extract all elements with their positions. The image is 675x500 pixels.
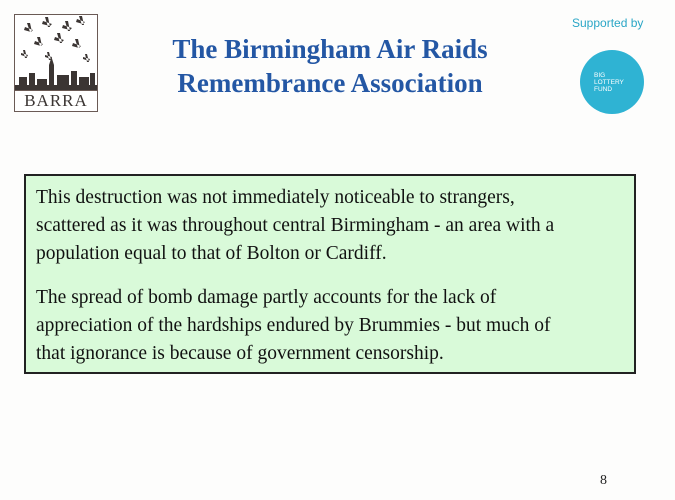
paragraph-2-line-2: appreciation of the hardships endured by Brummies - but much of <box>36 315 551 336</box>
paragraph-1-line-1: This destruction was not immediately noticeable to strangers, <box>36 187 515 208</box>
paragraph-1-line-3: population equal to that of Bolton or Cardiff. <box>36 243 387 264</box>
planes-over-city-icon <box>15 15 97 97</box>
page-number: 8 <box>600 473 607 488</box>
barra-logo <box>14 14 98 112</box>
logo-text: BARRA <box>15 90 97 111</box>
lottery-logo-text: BIG LOTTERY FUND <box>594 72 624 93</box>
title-line-1: The Birmingham Air Raids <box>172 34 488 64</box>
title-line-2: Remembrance Association <box>177 68 483 98</box>
paragraph-1 <box>36 184 624 268</box>
supported-by-label: Supported by <box>572 16 644 30</box>
paragraph-2-line-1: The spread of bomb damage partly accounts for the lack of <box>36 287 497 308</box>
paragraph-1-line-2: scattered as it was throughout central Birmingham - an area with a <box>36 215 555 236</box>
paragraph-2-line-3: that ignorance is because of government censorship. <box>36 343 444 364</box>
content-text-box <box>24 174 636 374</box>
paragraph-2 <box>36 284 624 368</box>
big-lottery-fund-logo <box>580 50 644 114</box>
page-title <box>120 32 540 100</box>
